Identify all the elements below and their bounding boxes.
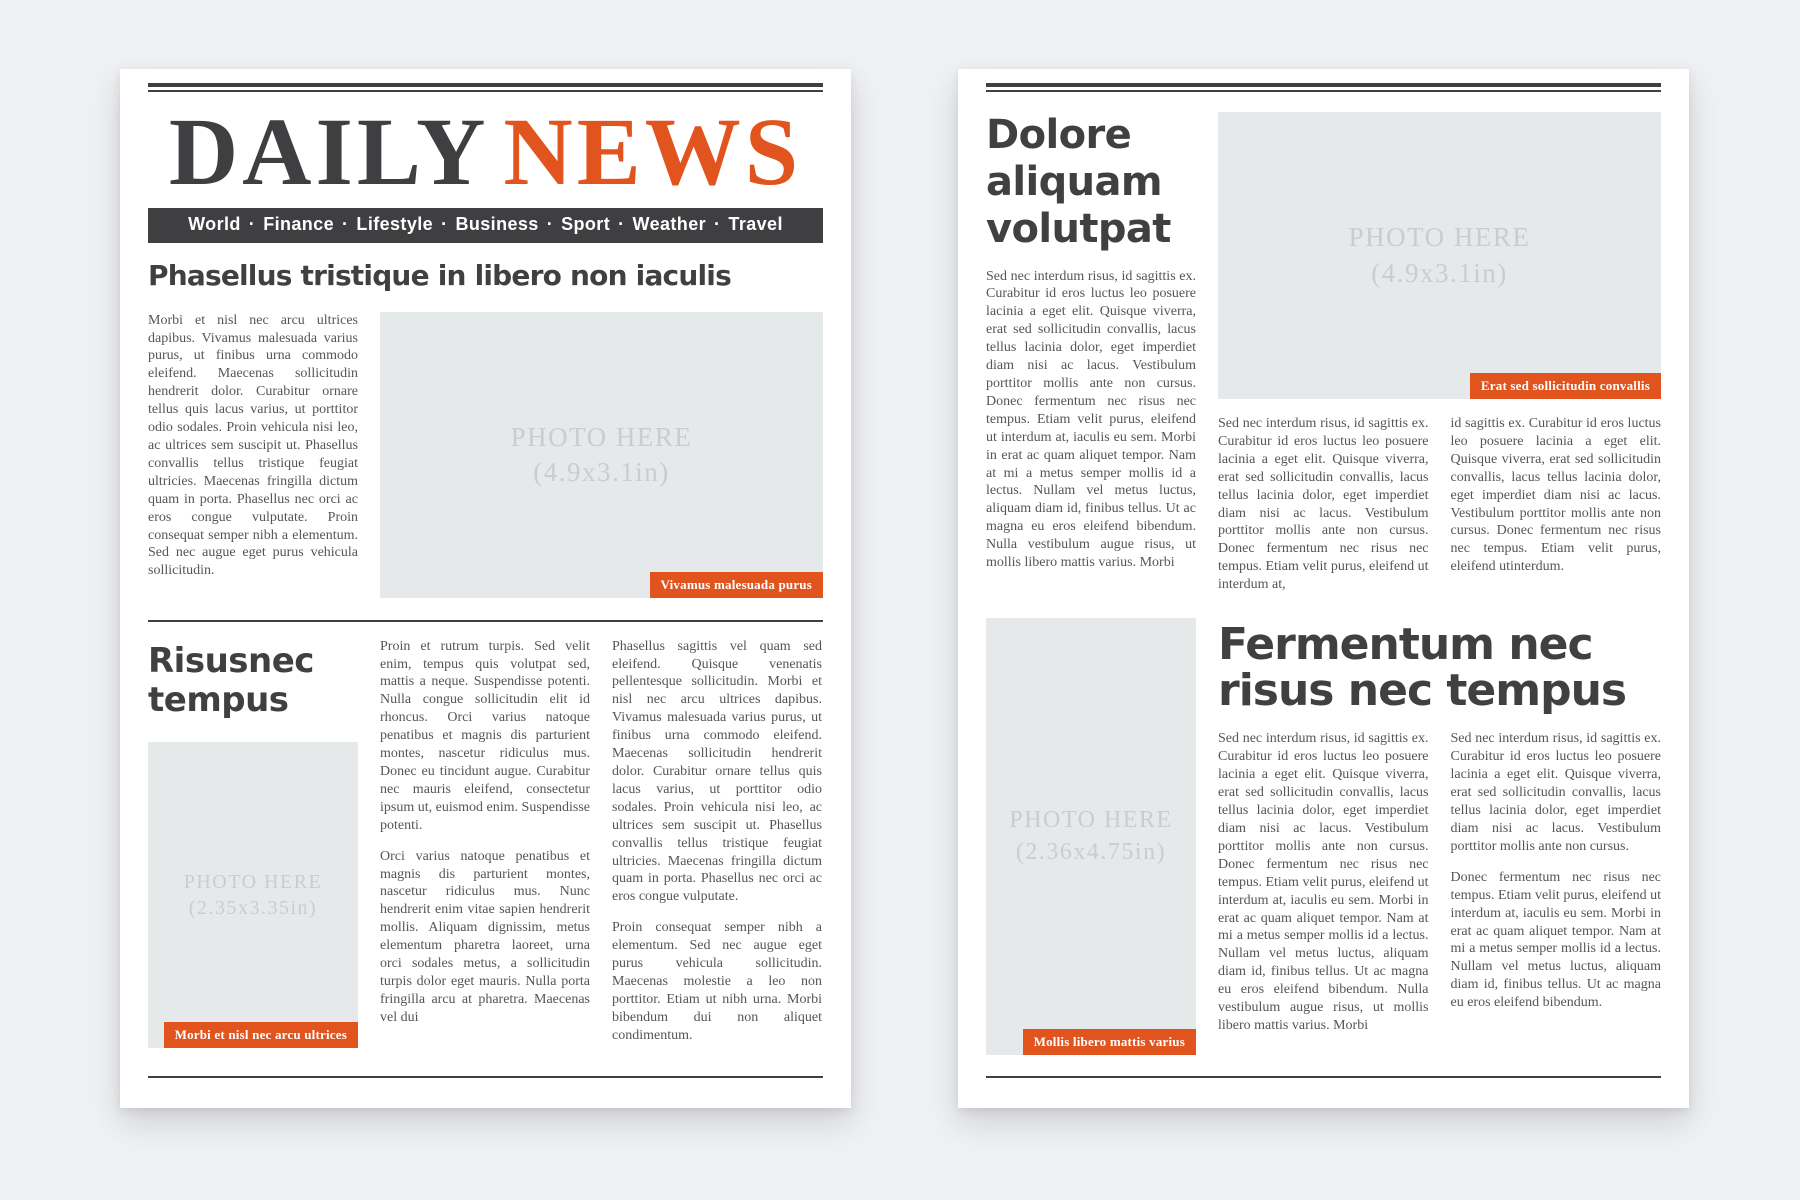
masthead [148,100,823,204]
newspaper-page-right [958,69,1689,1108]
photo-size-text: (2.36x4.75in) [1015,838,1167,865]
nav-item-business[interactable]: Business [455,213,539,234]
photo-label-text: PHOTO HERE [510,421,693,452]
section-divider-rule [148,620,823,622]
top-double-rule [148,83,823,92]
bottom-story-headline: Fermentum nec risus nec tempus [1218,619,1627,717]
masthead-title-secondary: NEWS [503,98,803,205]
top-story-photo-and-columns [1218,112,1661,594]
top-double-rule [986,83,1661,92]
photo-caption-tag: Erat sed sollicitudin convallis [1470,373,1661,399]
top-story-column-1: Sed nec interdum risus, id sagittis ex. Curabitur id eros luctus leo posuere lacinia a eget elit. Quisque viverra, erat sed sollicitudin convallis, lacus tellus lacinia dolor, eget imperdiet diam nisi ac lacus. Vestibulum porttitor mollis ante non cursus. Donec fermentum nec risus nec tempus. Etiam velit purus, eleifend ut interdum at, iaculis eu sem. Morbi in erat ac quam aliquet tempor. Nam at mi a metus semper mollis id a lectus. Nullam vel metus luctus, aliquam diam id, finibus tellus. Ut ac magna eu eros eleifend bibendum. Nulla vestibulum augue risus, ut mollis libero mattis varius. Morbi [986,268,1196,571]
photo-label-text: PHOTO HERE [1009,807,1173,834]
newspaper-page-left [120,69,851,1108]
bottom-story-columns [1218,730,1661,1034]
nav-item-finance[interactable]: Finance [263,213,335,234]
photo-caption-tag: Morbi et nisl nec arcu ultrices [164,1022,358,1048]
top-story-row [986,112,1661,594]
bottom-story-column-1: Sed nec interdum risus, id sagittis ex. Curabitur id eros luctus leo posuere lacinia a eget elit. Quisque viverra, erat sed sollicitudin convallis, lacus tellus lacinia dolor, eget imperdiet diam nisi ac lacus. Vestibulum porttitor mollis ante non cursus. Donec fermentum nec risus nec tempus. Etiam velit purus, eleifend ut interdum at, iaculis eu sem. Morbi in erat ac quam aliquet tempor. Nam at mi a metus semper mollis id a lectus. Nullam vel metus luctus, aliquam diam id, finibus tellus. Ut ac magna eu eros eleifend bibendum. Nulla vestibulum augue risus, ut mollis libero mattis varius. Morbi [1218,731,1429,1033]
top-story-column-2: Sed nec interdum risus, id sagittis ex. Curabitur id eros luctus leo posuere lacinia a eget elit. Quisque viverra, erat sed sollicitudin convallis, lacus tellus lacinia dolor, eget imperdiet diam nisi ac lacus. Vestibulum porttitor mollis ante non cursus. Donec fermentum nec risus nec tempus. Etiam velit purus, eleifend ut interdum at, [1218,416,1429,593]
nav-item-sport[interactable]: Sport [561,213,611,234]
top-story-columns [1218,415,1661,594]
paragraph: Proin consequat semper nibh a elementum. Sed nec augue eget purus vehicula sollicitudin. Maecenas molestie a leo non porttitor. Etiam ut nibh urna. Morbi bibendum dui non aliquet condimentum. [612,920,822,1043]
paragraph: Sed nec interdum risus, id sagittis ex. Curabitur id eros luctus leo posuere lacinia a eget elit. Quisque viverra, erat sed sollicitudin convallis, lacus tellus lacinia dolor, eget imperdiet diam nisi ac lacus. Vestibulum porttitor mollis ante non cursus. [1450,731,1661,854]
paragraph: Phasellus sagittis vel quam sed eleifend. Quisque venenatis pellentesque sollicitudin. Morbi et nisl nec arcu ultrices dapibus. Vivamus malesuada varius purus, ut finibus urna commodo eleifend. Maecenas sollicitudin hendrerit dolor. Curabitur ornare tellus quis lacus varius, ut porttitor odio sodales. Proin vehicula nisi leo, ac ultrices sem suscipit ut. Phasellus convallis tellus tristique feugiat ultricies. Maecenas fringilla dictum quam in porta. Phasellus nec orci ac eros congue vulputate. [612,638,822,905]
photo-caption-tag: Mollis libero mattis varius [1023,1029,1196,1055]
second-story-head-column [148,638,358,1058]
second-story-photo-placeholder [148,742,358,1048]
masthead-title-primary: DAILY [168,98,490,205]
paragraph: Proin et rutrum turpis. Sed velit enim, tempus quis volutpat sed, mattis a neque. Suspendisse potenti. Nulla congue sollicitudin elit id rhoncus. Orci varius natoque penatibus et magnis dis parturient montes, nascetur ridiculus mus. Donec eu tincidunt augue. Curabitur nec mauris eleifend, consectetur ipsum ut, euismod enim. Suspendisse potenti. [380,638,590,833]
bottom-rule [986,1076,1661,1078]
lead-story-body: Morbi et nisl nec arcu ultrices dapibus. Vivamus malesuada varius purus, ut finibus urna commodo eleifend. Maecenas sollicitudin hendrerit dolor. Curabitur ornare tellus quis lacus varius, ut porttitor odio sodales. Proin vehicula nisi leo, ac ultrices sem suscipit ut. Phasellus convallis tellus tristique feugiat ultricies. Maecenas fringilla dictum quam in porta. Phasellus nec orci ac eros congue vulputate. Proin consequat semper nibh a elementum. Sed nec augue eget purus vehicula sollicitudin. [148,312,358,579]
paragraph: Donec fermentum nec risus nec tempus. Etiam velit purus, eleifend ut interdum at, iaculis eu sem. Morbi in erat ac quam aliquet tempor. Nam at mi a metus semper mollis id a lectus. Nullam vel metus luctus, aliquam diam id, finibus tellus. Ut ac magna eu eros eleifend bibendum. [1450,869,1661,1011]
photo-label-text: PHOTO HERE [1348,222,1531,253]
second-story-row [148,638,823,1058]
second-story-headline: Risusnec tempus [148,640,314,720]
photo-placeholder-label [1009,805,1172,867]
nav-separator: · [441,213,448,234]
nav-separator: · [546,213,554,234]
top-story-column-3: id sagittis ex. Curabitur id eros luctus leo posuere lacinia a eget elit. Quisque viverra, erat sed sollicitudin convallis, lacus tellus lacinia dolor, eget imperdiet diam nisi ac lacus. Vestibulum porttitor mollis ante non cursus. Donec fermentum nec risus nec tempus. Etiam velit purus, eleifend utinterdum. [1450,416,1661,575]
nav-item-travel[interactable]: Travel [728,213,783,234]
lead-story-row [148,312,823,598]
photo-placeholder-label [511,420,693,490]
second-story-column-2 [612,638,822,1058]
photo-size-text: (4.9x3.1in) [1371,257,1508,288]
paragraph: Orci varius natoque penatibus et magnis dis parturient montes, nascetur ridiculus mus. Nunc hendrerit enim vitae sapien hendrerit mollis. Aliquam dignissim, metus elementum pharetra laoreet, urna orci sodales metus, a sollicitudin turpis dolor eget mauris. Nulla porta fringilla arcu at pharetra. Maecenas vel dui [380,848,590,1025]
top-story-head-column [986,112,1196,594]
bottom-rule [148,1076,823,1078]
nav-item-lifestyle[interactable]: Lifestyle [356,213,434,234]
nav-separator: · [618,213,625,234]
nav-separator: · [342,213,349,234]
photo-size-text: (2.35x3.35in) [188,896,318,919]
bottom-story-photo-placeholder [986,618,1196,1055]
photo-placeholder-label [1349,220,1531,290]
photo-size-text: (4.9x3.1in) [533,456,670,487]
photo-caption-tag: Vivamus malesuada purus [650,572,824,598]
section-navbar [148,208,823,243]
bottom-story-row [986,618,1661,1055]
nav-item-world[interactable]: World [188,213,241,234]
bottom-story-column-2 [1451,730,1662,1034]
nav-item-weather[interactable]: Weather [632,213,707,234]
photo-placeholder-label [184,869,323,921]
second-story-column-1 [380,638,590,1058]
top-story-headline: Dolore aliquam volutpat [986,112,1171,253]
bottom-story-content [1218,618,1661,1055]
nav-separator: · [248,213,256,234]
photo-label-text: PHOTO HERE [183,870,323,893]
lead-photo-placeholder [380,312,823,598]
nav-separator: · [714,213,721,234]
lead-story-headline: Phasellus tristique in libero non iaculis [148,258,731,292]
top-story-photo-placeholder [1218,112,1661,399]
